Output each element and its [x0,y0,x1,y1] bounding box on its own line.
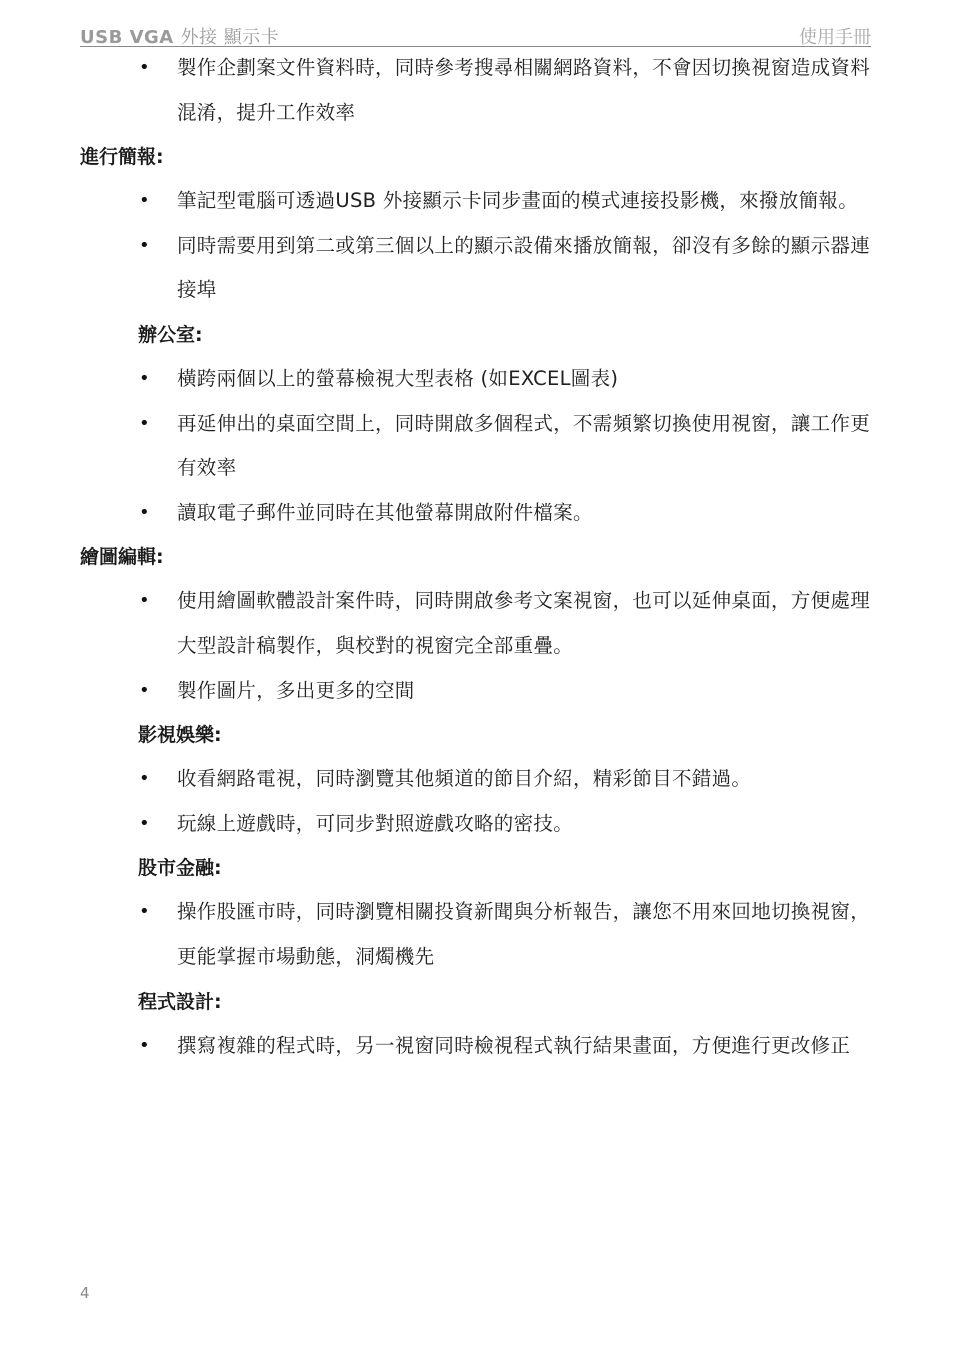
list-item: • 收看網路電視，同時瀏覽其他頻道的節目介紹，精彩節目不錯過。 [177,757,877,802]
section-programming [0,980,954,1069]
section-heading: 進行簡報: [80,146,164,169]
bullet-icon: • [139,1034,150,1056]
section-entertainment [0,713,954,846]
header-product-latin: USB VGA [80,27,174,48]
bullet-icon: • [139,367,150,389]
list-item: • 製作企劃案文件資料時，同時參考搜尋相關網路資料，不會因切換視窗造成資料混淆，提升工作效率 [177,46,877,135]
section-finance [0,846,954,979]
bullet-icon: • [139,812,150,834]
bullet-icon: • [139,234,150,256]
list-item: • 讀取電子郵件並同時在其他螢幕開啟附件檔案。 [177,491,877,536]
section-heading: 辦公室: [138,323,203,346]
bullet-icon: • [139,679,150,701]
section-graphics [0,535,954,713]
bullet-icon: • [139,501,150,523]
list-item: • 製作圖片，多出更多的空間 [177,669,877,714]
section-presentation [0,135,954,313]
list-item: • 筆記型電腦可透過USB 外接顯示卡同步畫面的模式連接投影機，來撥放簡報。 [177,179,877,224]
list-item: • 玩線上遊戲時，可同步對照遊戲攻略的密技。 [177,802,877,847]
header-manual-label: 使用手冊 [799,27,871,48]
list-item: • 使用繪圖軟體設計案件時，同時開啟參考文案視窗，也可以延伸桌面，方便處理大型設計稿製作，與校對的視窗完全部重疊。 [177,579,877,668]
section-heading: 影視娛樂: [138,724,222,747]
list-item: • 撰寫複雜的程式時，另一視窗同時檢視程式執行結果畫面，方便進行更改修正 [177,1024,877,1069]
running-header [80,22,871,47]
bullet-icon: • [139,412,150,434]
section-office [0,313,954,535]
section-heading: 程式設計: [138,990,222,1013]
bullet-icon: • [139,590,150,612]
list-item: • 橫跨兩個以上的螢幕檢視大型表格 (如EXCEL圖表) [177,357,877,402]
list-item: • 再延伸出的桌面空間上，同時開啟多個程式，不需頻繁切換使用視窗，讓工作更有效率 [177,402,877,491]
list-item: • 同時需要用到第二或第三個以上的顯示設備來播放簡報，卻沒有多餘的顯示器連接埠 [177,224,877,313]
bullet-icon: • [139,190,150,212]
list-item: • 操作股匯市時，同時瀏覽相關投資新聞與分析報告，讓您不用來回地切換視窗，更能掌握市場動態，洞燭機先 [177,890,877,979]
page-number: 4 [80,1284,90,1302]
bullet-icon: • [139,57,150,78]
header-product-zh: 外接 顯示卡 [180,27,280,48]
section-continuation [0,46,954,135]
section-heading: 繪圖編輯: [80,546,164,569]
section-heading: 股市金融: [138,857,222,880]
document-body [0,46,954,1068]
bullet-icon: • [139,901,150,923]
bullet-icon: • [139,768,150,790]
